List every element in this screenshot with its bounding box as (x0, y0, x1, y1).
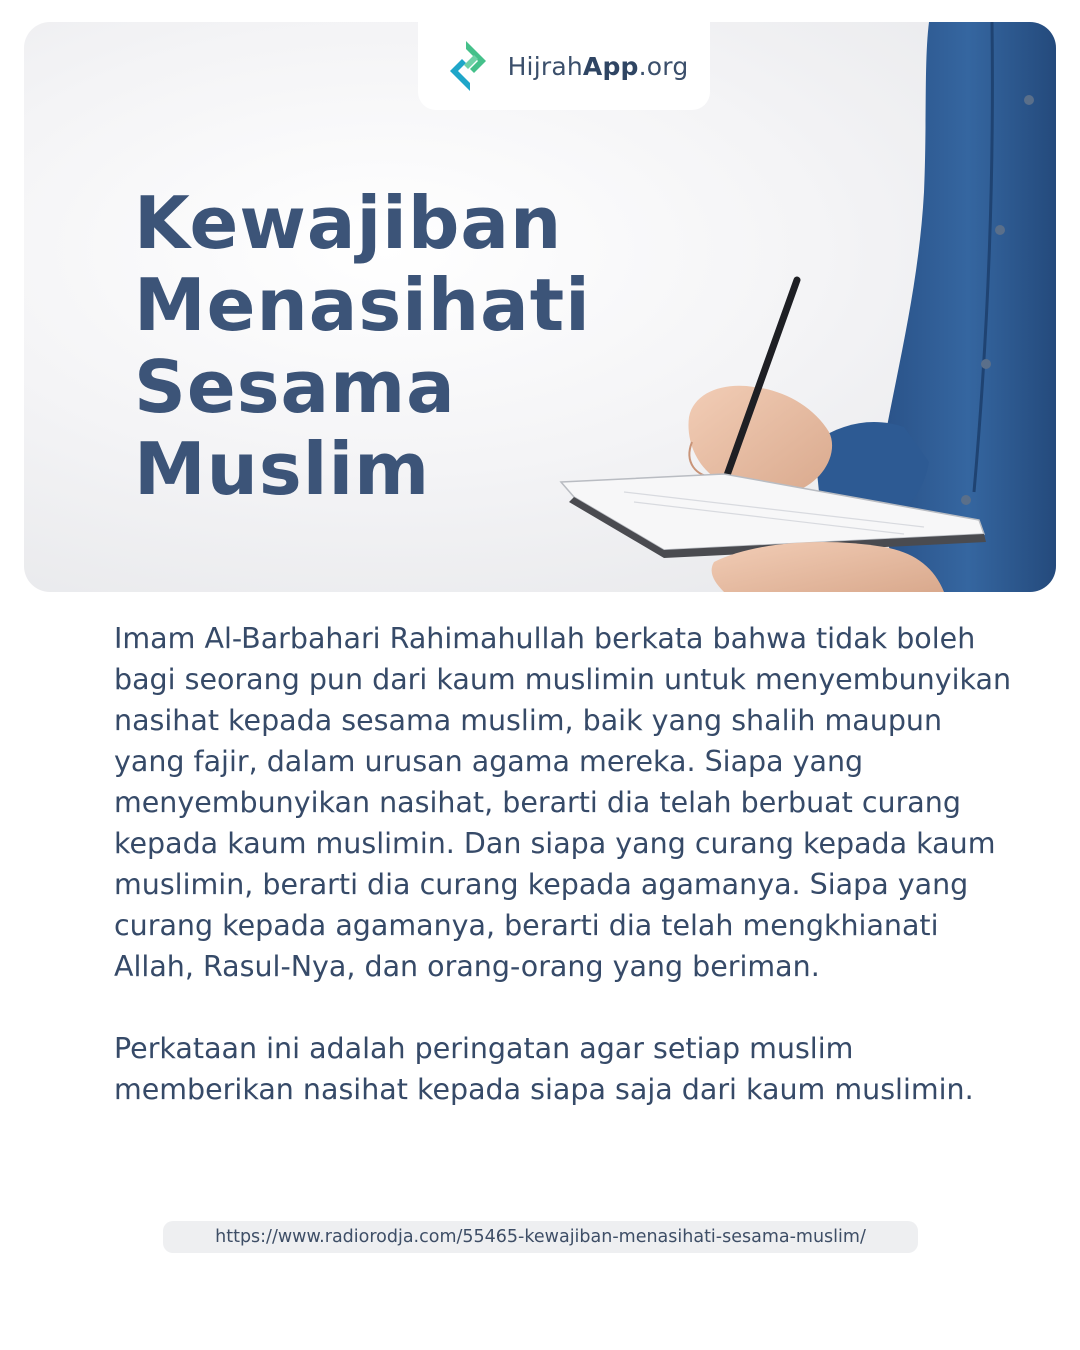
title-line: Menasihati (134, 263, 591, 347)
hijrahapp-logo-icon (440, 37, 498, 95)
title-line: Sesama (134, 345, 456, 429)
article-paragraph: Perkataan ini adalah peringatan agar setiap muslim memberikan nasihat kepada siapa saja dari kaum muslimin. (114, 1032, 974, 1106)
source-link[interactable]: https://www.radiorodja.com/55465-kewajiban-menasihati-sesama-muslim/ (163, 1221, 918, 1253)
hero-banner (24, 22, 1056, 592)
article-body (114, 618, 1014, 1110)
page-title (134, 182, 591, 510)
article-paragraph: Imam Al-Barbahari Rahimahullah berkata bahwa tidak boleh bagi seorang pun dari kaum muslimin untuk menyembunyikan nasihat kepada sesama muslim, baik yang shalih maupun yang fajir, dalam urusan agama mereka. Siapa yang menyembunyikan nasihat, berarti dia telah berbuat curang kepada kaum muslimin. Dan siapa yang curang kepada kaum muslimin, berarti dia curang kepada agamanya. Siapa yang curang kepada agamanya, berarti dia telah mengkhianati Allah, Rasul-Nya, dan orang-orang yang beriman. (114, 622, 1012, 983)
brand-logo[interactable] (418, 22, 710, 110)
title-line: Kewajiban (134, 181, 563, 265)
brand-name: HijrahApp.org (507, 51, 689, 81)
title-line: Muslim (134, 427, 431, 511)
